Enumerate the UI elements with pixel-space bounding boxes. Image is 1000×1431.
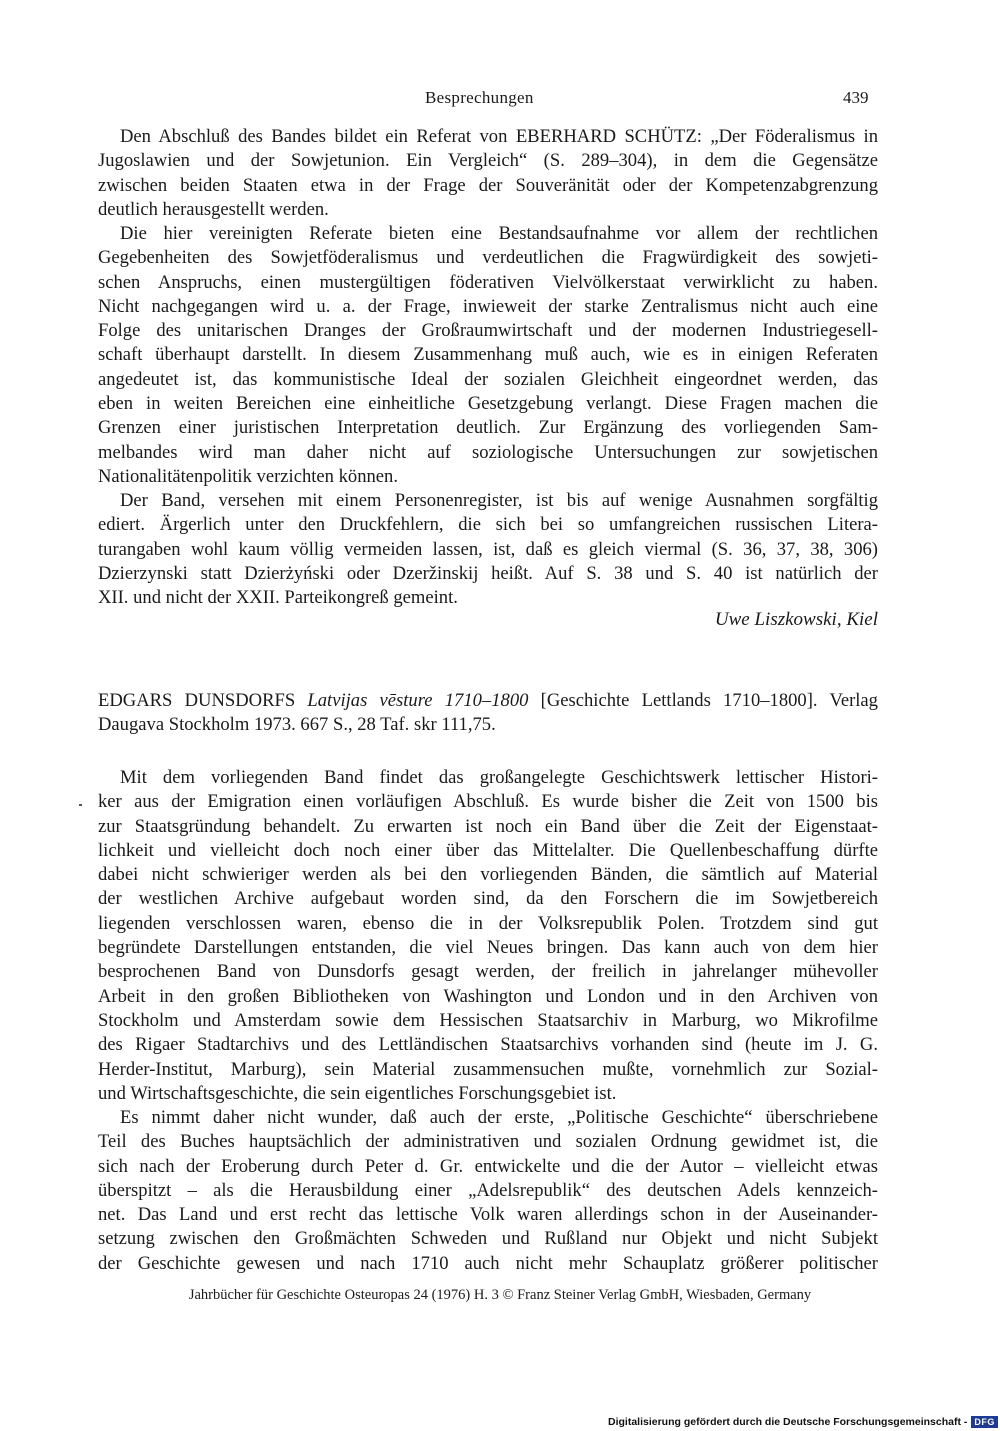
citation-line-2: Daugava Stockholm 1973. 667 S., 28 Taf. skr 111,75. (98, 714, 496, 736)
text-line: der westlichen Archive aufgebaut worden sind, da den Forschern die im Sowjetbereich (98, 888, 878, 910)
text-line: Jugoslawien und der Sowjetunion. Ein Vergleich“ (S. 289–304), in dem die Gegensätze (98, 150, 878, 172)
citation-title: Latvijas vēsture 1710–1800 (307, 690, 529, 711)
citation-details: [Geschichte Lettlands 1710–1800]. Verlag (528, 690, 878, 711)
text-line: lichkeit und vielleicht doch noch einer über das Mittelalter. Die Quellenbeschaffung dürfte (98, 839, 878, 861)
text-line: Teil des Buches hauptsächlich der administrativen und sozialen Ordnung gewidmet ist, die (98, 1131, 878, 1153)
review-signature: Uwe Liszkowski, Kiel (714, 609, 878, 630)
text-line: ker aus der Emigration einen vorläufigen Abschluß. Es wurde bisher die Zeit von 1500 bis (98, 791, 878, 813)
text-line: Dzierzynski statt Dzierżyński oder Dzeržinskij heißt. Auf S. 38 und S. 40 ist natürlich der (98, 562, 878, 584)
text-line: liegenden verschlossen waren, ebenso die in der Volksrepublik Polen. Trotzdem sind gut (98, 912, 878, 934)
digitization-text: Digitalisierung gefördert durch die Deutsche Forschungsgemeinschaft - (608, 1416, 968, 1428)
text-line: Mit dem vorliegenden Band findet das großangelegte Geschichtswerk lettischer Histori- (120, 767, 878, 788)
text-line: Der Band, versehen mit einem Personenregister, ist bis auf wenige Ausnahmen sorgfältig (120, 490, 878, 511)
text-line: Stockholm und Amsterdam sowie dem Hessischen Staatsarchiv in Marburg, wo Mikrofilme (98, 1009, 878, 1031)
text-line: Grenzen einer juristischen Interpretation deutlich. Zur Ergänzung des vorliegenden Sam- (98, 417, 878, 439)
text-line: Die hier vereinigten Referate bieten eine Bestandsaufnahme vor allem der rechtlichen (120, 223, 878, 244)
running-title: Besprechungen (425, 88, 534, 107)
journal-footer: Jahrbücher für Geschichte Osteuropas 24 (1976) H. 3 © Franz Steiner Verlag GmbH, Wiesbaden, Germany (188, 1287, 812, 1303)
text-line: und Wirtschaftsgeschichte, die sein eigentliches Forschungsgebiet ist. (98, 1082, 617, 1104)
text-line: setzung zwischen den Großmächten Schweden und Rußland nur Objekt und nicht Subjekt (98, 1228, 878, 1250)
text-line: Gegebenheiten des Sowjetföderalismus und verdeutlichen die Fragwürdigkeit des sowjeti- (98, 247, 878, 269)
review2-paragraph-2 (98, 1106, 878, 1276)
text-line: schaft überhaupt darstellt. In diesem Zusammenhang muß auch, wie es in einigen Referaten (98, 344, 878, 366)
review1-paragraph-2 (98, 222, 878, 489)
margin-mark (79, 804, 82, 806)
text-line: sich nach der Eroberung durch Peter d. Gr. entwickelte und die der Autor – vielleicht etwas (98, 1155, 878, 1177)
text-line: der Geschichte gewesen und nach 1710 auch nicht mehr Schauplatz größerer politischer (98, 1252, 878, 1274)
text-line: schen Anspruchs, einen mustergültigen föderativen Vielvölkerstaat verwirklicht zu haben. (98, 271, 878, 293)
text-line: des Rigaer Stadtarchivs und des Lettländischen Staatsarchivs vorhanden sind (heute im J. G. (98, 1034, 878, 1056)
page-number: 439 (843, 88, 869, 107)
text-line: deutlich herausgestellt werden. (98, 198, 329, 220)
text-line: Nationalitätenpolitik verzichten können. (98, 465, 398, 487)
dfg-logo: DFG (971, 1416, 998, 1428)
text-line: XII. und nicht der XXII. Parteikongreß gemeint. (98, 587, 458, 609)
text-line: net. Das Land und erst recht das lettische Volk waren allerdings schon in der Auseinander- (98, 1204, 878, 1226)
citation-line-1 (98, 689, 878, 713)
review1-paragraph-3 (98, 489, 878, 610)
review2-paragraph-1 (98, 766, 878, 1106)
text-line: besprochenen Band von Dunsdorfs gesagt werden, der freilich in jahrelanger mühevoller (98, 961, 878, 983)
text-line: turangaben wohl kaum völlig vermeiden lassen, ist, daß es gleich viermal (S. 36, 37, 38, 306) (98, 538, 878, 560)
text-line: Arbeit in den großen Bibliotheken von Washington und London und in den Archiven von (98, 985, 878, 1007)
text-line: zur Staatsgründung behandelt. Zu erwarten ist noch ein Band über die Zeit der Eigenstaat- (98, 815, 878, 837)
text-line: angedeutet ist, das kommunistische Ideal der sozialen Gleichheit eingeordnet werden, das (98, 368, 878, 390)
text-line: Herder-Institut, Marburg), sein Material zusammensuchen mußte, vornehmlich zur Sozial- (98, 1058, 878, 1080)
text-line: dabei nicht schwieriger werden als bei den vorliegenden Bänden, die sämtlich auf Material (98, 864, 878, 886)
citation-author: EDGARS DUNSDORFS (98, 690, 296, 711)
review2-citation (98, 689, 878, 738)
text-line: überspitzt – als die Herausbildung einer „Adelsrepublik“ des deutschen Adels kennzeich- (98, 1179, 878, 1201)
text-line: Folge des unitarischen Dranges der Großraumwirtschaft und der modernen Industriegesell- (98, 320, 878, 342)
review1-paragraph-1 (98, 125, 878, 222)
text-line: melbandes wird man daher nicht auf soziologische Untersuchungen zur sowjetischen (98, 441, 878, 463)
text-line: Nicht nachgegangen wird u. a. der Frage, inwieweit der starke Zentralismus nicht auch eine (98, 295, 878, 317)
text-line: eben in weiten Bereichen eine einheitliche Gesetzgebung verlangt. Diese Fragen machen die (98, 393, 878, 415)
digitization-banner (608, 1415, 998, 1429)
text-line: ediert. Ärgerlich unter den Druckfehlern, die sich bei so umfangreichen russischen Litera- (98, 514, 878, 536)
text-line: begründete Darstellungen entstanden, die viel Neues bringen. Das kann auch von dem hier (98, 937, 878, 959)
text-line: zwischen beiden Staaten etwa in der Frage der Souveränität oder der Kompetenzabgrenzung (98, 174, 878, 196)
running-head (0, 88, 1000, 114)
text-line: Es nimmt daher nicht wunder, daß auch der erste, „Politische Geschichte“ überschriebene (120, 1107, 878, 1128)
text-line: Den Abschluß des Bandes bildet ein Referat von EBERHARD SCHÜTZ: „Der Föderalismus in (120, 126, 878, 147)
